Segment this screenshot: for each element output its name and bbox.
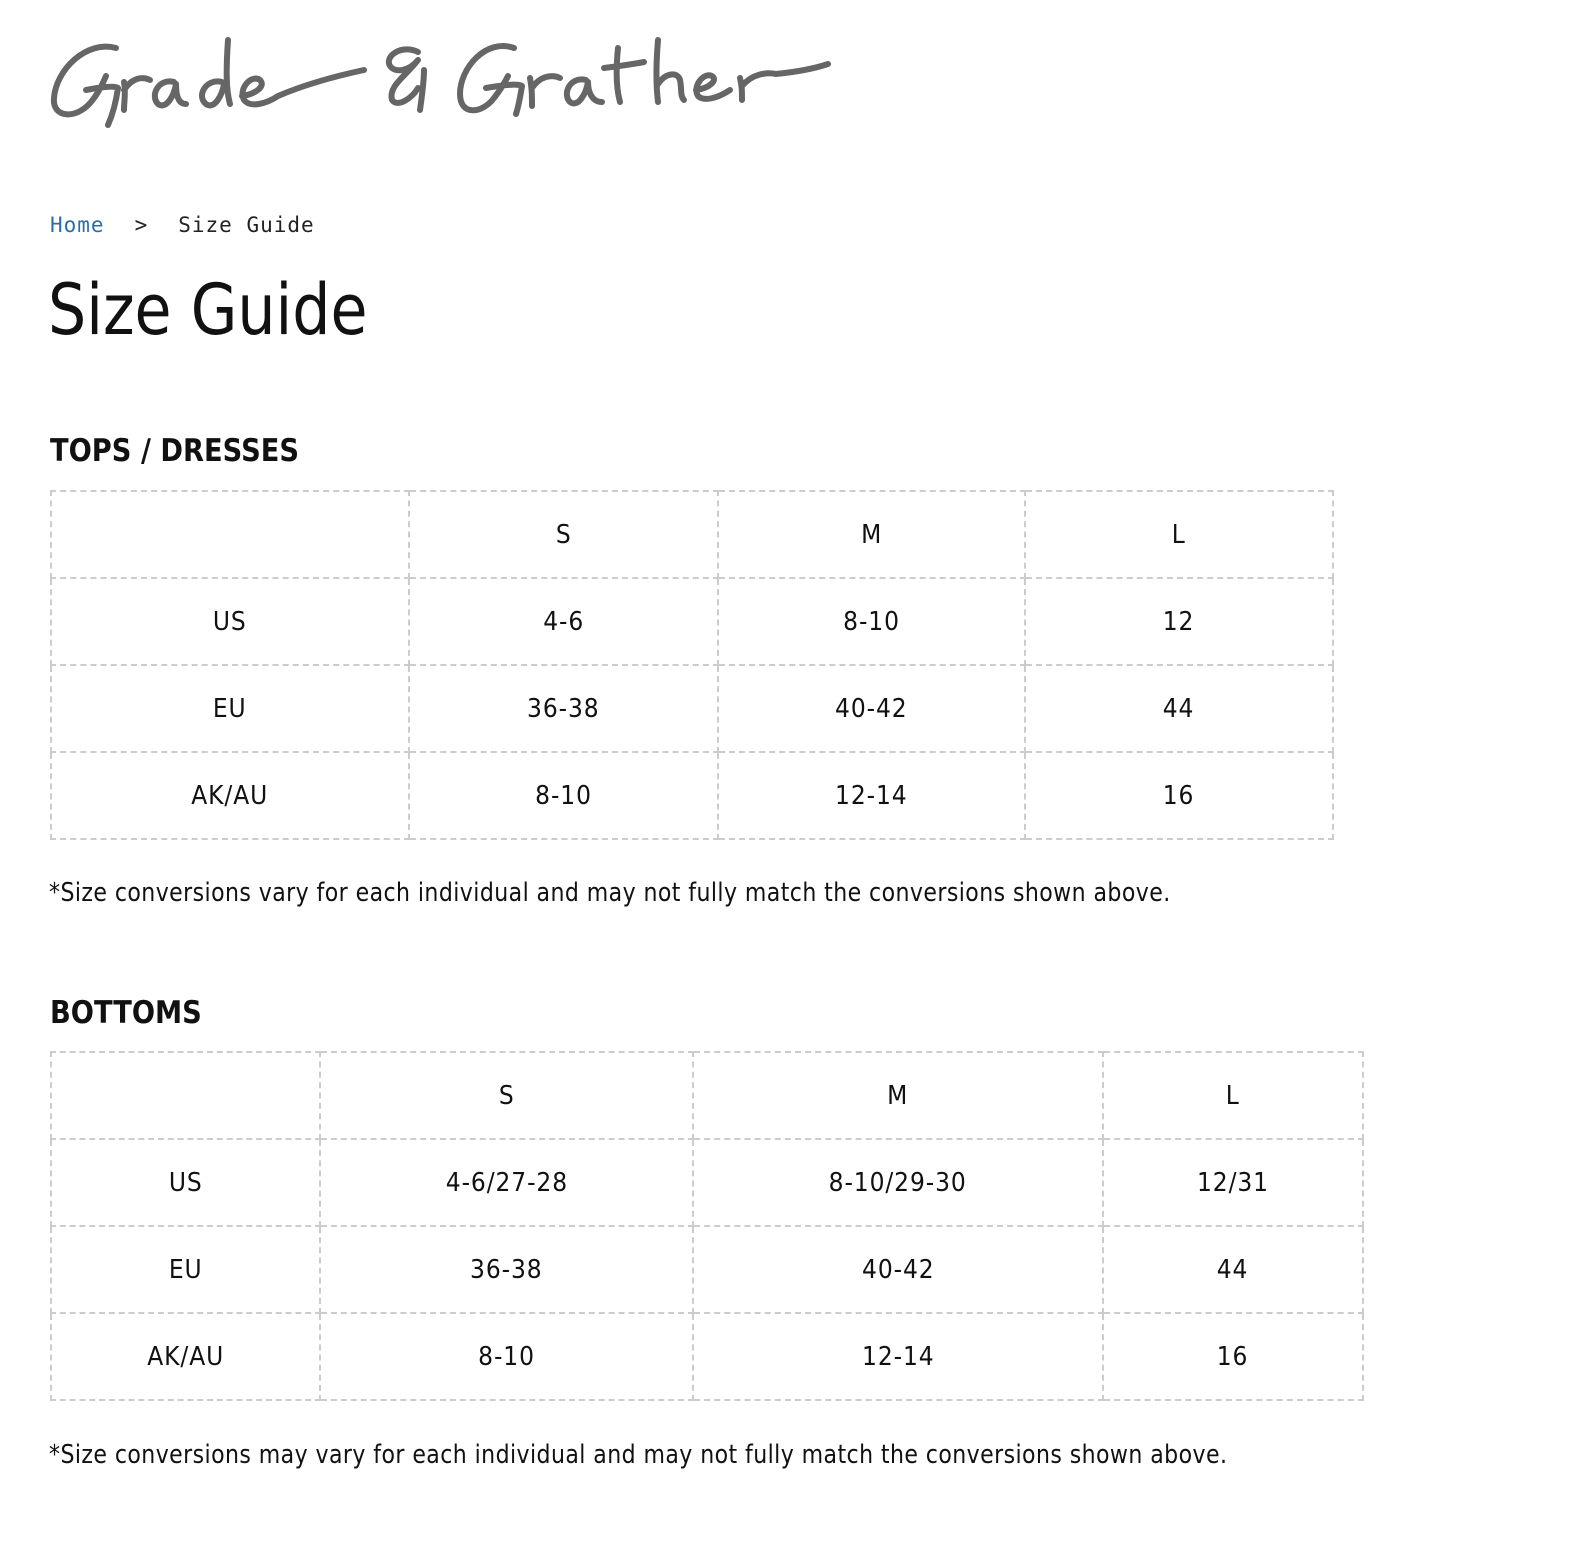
table-cell: 16 [1103, 1313, 1363, 1400]
table-cell: AK/AU [51, 1313, 320, 1400]
table-header-cell: S [409, 491, 718, 578]
bottoms-size-table [50, 1051, 1364, 1401]
table-cell: US [51, 578, 409, 665]
chevron-right-icon: > [134, 213, 149, 237]
table-header-cell: S [320, 1052, 693, 1139]
breadcrumb-home-link[interactable]: Home [50, 213, 105, 237]
table-row [51, 578, 1333, 665]
table-cell: 8-10/29-30 [693, 1139, 1103, 1226]
table-cell: 36-38 [409, 665, 718, 752]
table-cell: 40-42 [718, 665, 1025, 752]
table-header-cell: M [693, 1052, 1103, 1139]
table-cell: 8-10 [718, 578, 1025, 665]
brand-logo[interactable] [46, 30, 836, 140]
table-header-cell: M [718, 491, 1025, 578]
table-cell: 4-6/27-28 [320, 1139, 693, 1226]
breadcrumb-current: Size Guide [178, 213, 315, 237]
table-cell: 4-6 [409, 578, 718, 665]
table-row [51, 1313, 1363, 1400]
section-heading-bottoms: BOTTOMS [50, 995, 202, 1031]
table-row [51, 665, 1333, 752]
breadcrumb [50, 211, 315, 239]
table-cell: 12/31 [1103, 1139, 1363, 1226]
table-cell: 44 [1025, 665, 1333, 752]
table-row [51, 752, 1333, 839]
table-header-cell [51, 491, 409, 578]
table-cell: US [51, 1139, 320, 1226]
table-row [51, 1226, 1363, 1313]
table-cell: AK/AU [51, 752, 409, 839]
table-cell: 44 [1103, 1226, 1363, 1313]
table-cell: 8-10 [409, 752, 718, 839]
table-cell: 36-38 [320, 1226, 693, 1313]
table-cell: 12-14 [693, 1313, 1103, 1400]
size-conversion-note: *Size conversions vary for each individual and may not fully match the conversions shown above. [49, 878, 1171, 908]
page-title: Size Guide [48, 269, 368, 351]
table-header-cell [51, 1052, 320, 1139]
table-row [51, 1139, 1363, 1226]
section-heading-tops-dresses: TOPS / DRESSES [50, 433, 300, 469]
logo-text: Grade & Gather [46, 30, 54, 31]
table-cell: 12 [1025, 578, 1333, 665]
table-cell: 16 [1025, 752, 1333, 839]
table-header-cell: L [1103, 1052, 1363, 1139]
table-header-row [51, 491, 1333, 578]
tops-dresses-size-table [50, 490, 1334, 840]
table-cell: 40-42 [693, 1226, 1103, 1313]
table-cell: 8-10 [320, 1313, 693, 1400]
table-cell: EU [51, 1226, 320, 1313]
table-cell: EU [51, 665, 409, 752]
table-header-cell: L [1025, 491, 1333, 578]
size-conversion-note: *Size conversions may vary for each individual and may not fully match the conversions shown above. [49, 1440, 1228, 1470]
table-header-row [51, 1052, 1363, 1139]
table-cell: 12-14 [718, 752, 1025, 839]
